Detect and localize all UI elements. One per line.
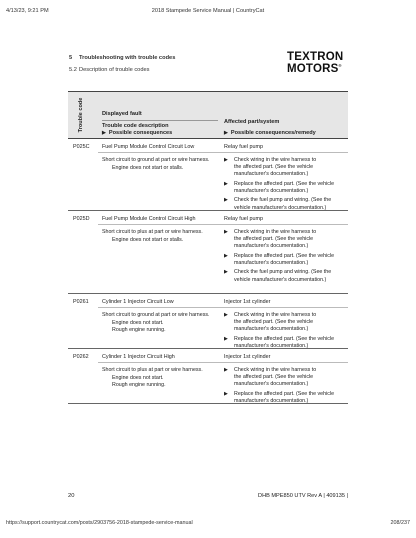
remedy-list <box>224 229 344 286</box>
fault-description <box>102 367 220 390</box>
remedy-line: manufacturer's documentation.) <box>234 381 309 388</box>
affected-system: Relay fuel pump <box>224 144 263 150</box>
fault-description <box>102 229 220 244</box>
header-trouble-code: Trouble code <box>78 97 84 133</box>
row-divider <box>98 152 348 153</box>
subsection-title: Description of trouble codes <box>79 67 150 73</box>
row-divider <box>98 224 348 225</box>
row-divider <box>98 307 348 308</box>
section-title: Troubleshooting with trouble codes <box>79 55 176 61</box>
triangle-icon: ▶ <box>224 335 228 342</box>
remedy-line: manufacturer's documentation.) <box>234 343 309 349</box>
triangle-icon: ▶ <box>102 130 106 136</box>
remedy-line: manufacturer's documentation.) <box>234 188 309 194</box>
remedy-line: manufacturer's documentation.) <box>234 398 309 404</box>
triangle-icon: ▶ <box>224 180 228 187</box>
description-line: Engine does not start or stalls. <box>112 236 184 243</box>
trouble-code: P025D <box>73 216 90 222</box>
table-row <box>68 294 348 349</box>
remedy-item <box>224 157 344 179</box>
print-page-count: 208/237 <box>390 520 410 526</box>
remedy-item <box>224 312 344 334</box>
remedy-line: Check wiring in the wire harness to <box>234 367 317 373</box>
subsection-heading <box>69 67 150 73</box>
header-affected-system: Affected part/system <box>224 119 280 125</box>
remedy-item <box>224 367 344 389</box>
table-row <box>68 349 348 404</box>
header-description: Trouble code description <box>102 123 169 129</box>
remedy-line: Check wiring in the wire harness to <box>234 312 317 318</box>
document-reference: DHB MPE850 UTV Rev A | 409135 | <box>258 493 348 499</box>
triangle-icon: ▶ <box>224 390 228 397</box>
affected-system: Injector 1st cylinder <box>224 354 271 360</box>
logo-line1: TEXTRON <box>287 51 344 63</box>
section-heading <box>69 55 175 61</box>
remedy-line: Replace the affected part. (See the vehicle <box>234 252 335 259</box>
triangle-icon: ▶ <box>224 269 228 276</box>
print-url: https://support.countrycat.com/posts/2903756-2018-stampede-service-manual <box>6 520 193 526</box>
description-line: Short circuit to ground at part or wire harness. <box>102 312 210 318</box>
displayed-fault: Fuel Pump Module Control Circuit High <box>102 216 196 222</box>
description-line: Rough engine running. <box>112 327 166 334</box>
page-number: 20 <box>68 493 75 499</box>
description-line: Engine does not start or stalls. <box>112 164 184 171</box>
remedy-line: Replace the affected part. (See the vehicle <box>234 390 335 397</box>
logo-line2: MOTORS <box>287 62 339 75</box>
remedy-line: manufacturer's documentation.) <box>234 243 309 250</box>
description-line: Short circuit to plus at part or wire harness. <box>102 367 203 373</box>
registered-mark: ® <box>338 62 342 68</box>
triangle-icon: ▶ <box>224 130 228 136</box>
table-row <box>68 139 348 211</box>
triangle-icon: ▶ <box>224 367 228 373</box>
remedy-line: the affected part. (See the vehicle <box>234 374 314 381</box>
header-displayed-fault: Displayed fault <box>102 111 142 117</box>
displayed-fault: Cylinder 1 Injector Circuit Low <box>102 299 174 305</box>
subsection-number: 5.2 <box>69 67 77 73</box>
remedy-line: Check wiring in the wire harness to <box>234 229 317 235</box>
fault-description <box>102 312 220 335</box>
browser-print-header <box>6 8 410 18</box>
remedy-list <box>224 157 344 214</box>
remedy-item <box>224 253 344 267</box>
remedy-line: vehicle manufacturer's documentation.) <box>234 276 327 283</box>
description-line: Short circuit to plus at part or wire harness. <box>102 229 203 235</box>
displayed-fault: Cylinder 1 Injector Circuit High <box>102 354 175 360</box>
remedy-item <box>224 269 344 283</box>
remedy-line: Replace the affected part. (See the vehicle <box>234 180 335 187</box>
trouble-code: P0262 <box>73 354 89 360</box>
description-line: Short circuit to ground at part or wire harness. <box>102 157 210 163</box>
remedy-item <box>224 181 344 195</box>
trouble-code-table <box>68 91 348 404</box>
table-header <box>68 92 348 139</box>
section-number: 5 <box>69 55 73 61</box>
affected-system: Relay fuel pump <box>224 216 263 222</box>
triangle-icon: ▶ <box>224 197 228 204</box>
trouble-code: P025C <box>73 144 90 150</box>
remedy-line: manufacturer's documentation.) <box>234 171 309 178</box>
remedy-item <box>224 391 344 405</box>
remedy-line: vehicle manufacturer's documentation.) <box>234 204 327 211</box>
description-line: Rough engine running. <box>112 382 166 389</box>
description-line: Engine does not start. <box>112 374 164 381</box>
triangle-icon: ▶ <box>224 229 228 235</box>
remedy-item <box>224 229 344 251</box>
header-consequences: Possible consequences <box>108 130 173 136</box>
remedy-line: the affected part. (See the vehicle <box>234 236 314 243</box>
remedy-list <box>224 312 344 352</box>
print-title: 2018 Stampede Service Manual | CountryCat <box>151 8 265 14</box>
table-row <box>68 211 348 294</box>
affected-system: Injector 1st cylinder <box>224 299 271 305</box>
displayed-fault: Fuel Pump Module Control Circuit Low <box>102 144 195 150</box>
remedy-line: Check wiring in the wire harness to <box>234 157 317 163</box>
remedy-item <box>224 197 344 211</box>
description-line: Engine does not start. <box>112 319 164 326</box>
header-remedy: Possible consequences/remedy <box>230 130 316 136</box>
remedy-line: manufacturer's documentation.) <box>234 260 309 266</box>
textron-motors-logo <box>287 52 347 75</box>
remedy-line: Replace the affected part. (See the vehicle <box>234 335 335 342</box>
remedy-line: the affected part. (See the vehicle <box>234 164 314 171</box>
remedy-line: the affected part. (See the vehicle <box>234 319 314 326</box>
remedy-line: manufacturer's documentation.) <box>234 326 309 333</box>
trouble-code: P0261 <box>73 299 89 305</box>
triangle-icon: ▶ <box>224 312 228 318</box>
remedy-line: Check the fuel pump and wiring. (See the <box>234 197 332 204</box>
remedy-list <box>224 367 344 407</box>
print-timestamp: 4/13/23, 9:21 PM <box>6 8 49 14</box>
remedy-line: Check the fuel pump and wiring. (See the <box>234 269 332 276</box>
row-divider <box>98 362 348 363</box>
triangle-icon: ▶ <box>224 157 228 163</box>
fault-description <box>102 157 220 172</box>
triangle-icon: ▶ <box>224 252 228 259</box>
browser-print-footer <box>6 520 410 530</box>
